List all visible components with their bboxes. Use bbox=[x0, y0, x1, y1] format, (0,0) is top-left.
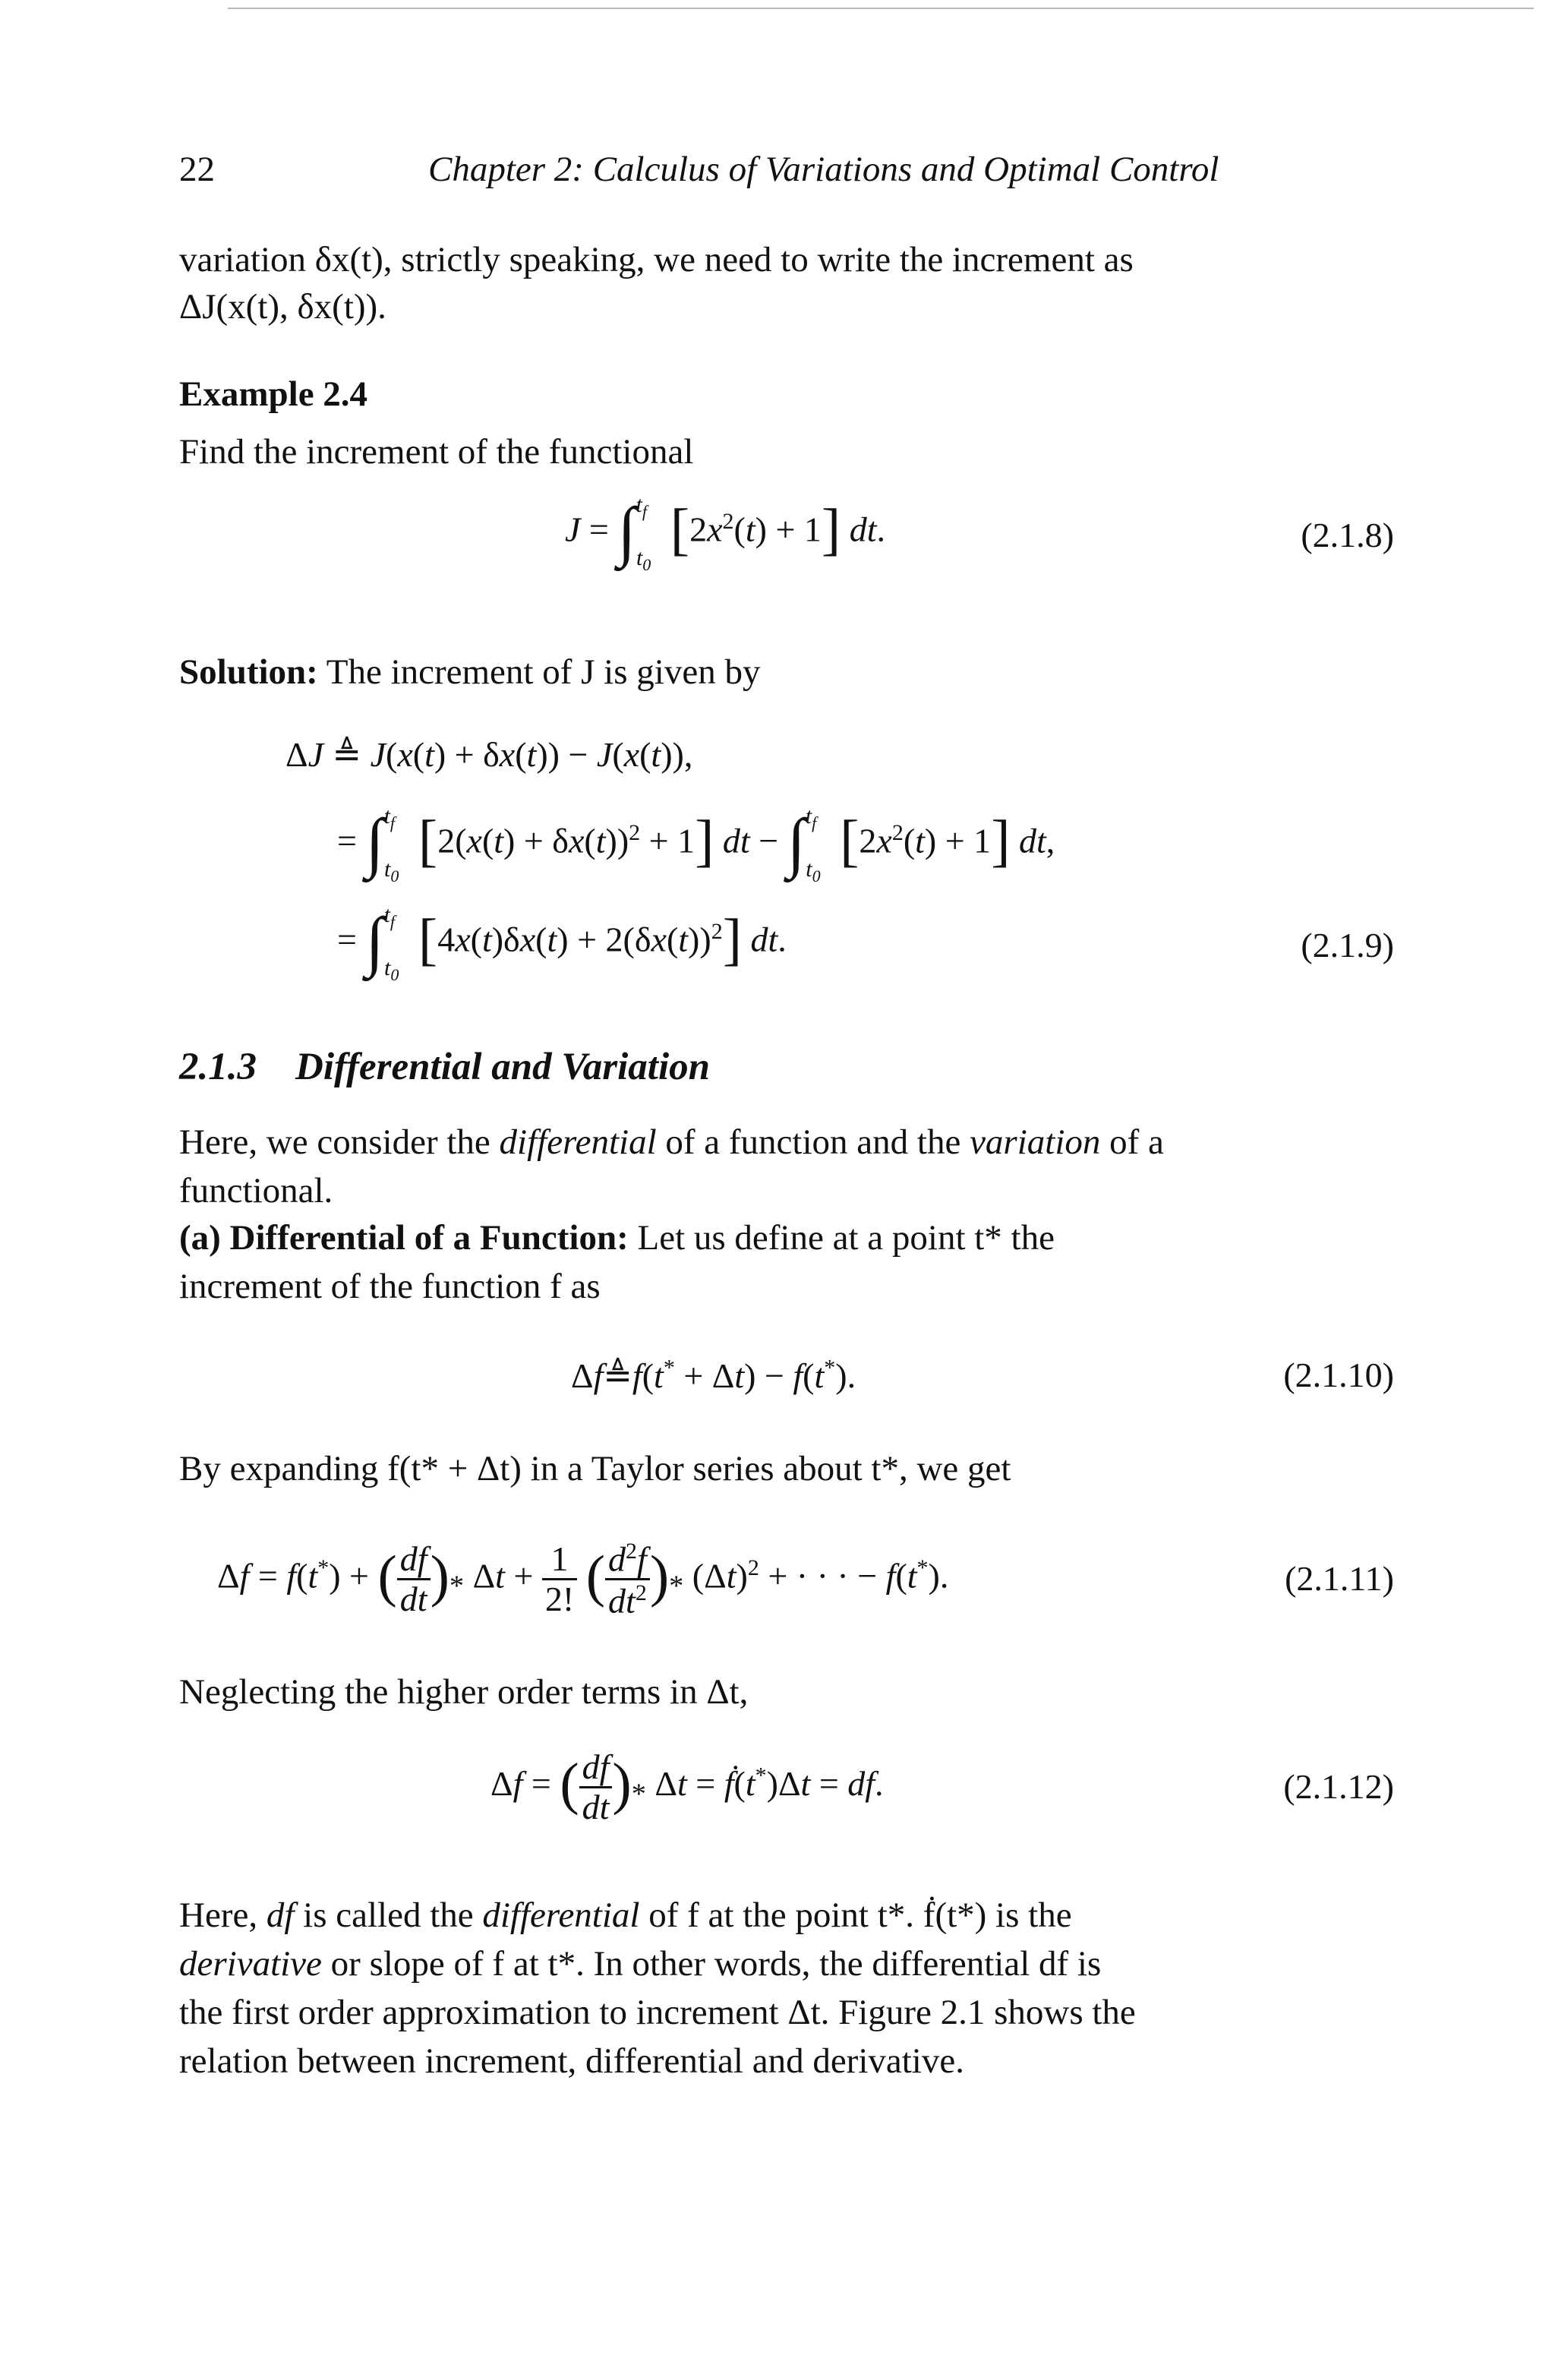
emphasis-differential: differential bbox=[482, 1895, 640, 1935]
text-fragment: of a bbox=[1100, 1122, 1164, 1162]
paragraph-differential-line4: relation between increment, differential and derivative. bbox=[179, 2041, 964, 2081]
emphasis-differential: differential bbox=[499, 1122, 657, 1162]
equation-body: Δf = ( $\frac{df}{dt}$ )$_*$ Δt = ḟ(t*)Δt = df. bbox=[490, 1747, 884, 1826]
text-fragment: of a function and the bbox=[656, 1122, 970, 1162]
text-fragment: of f at the point t*. ḟ(t*) is the bbox=[639, 1895, 1072, 1935]
equation-body: Δf = f(t*) + ( $\frac{df}{dt}$ )$_*$ Δt + $\frac{1}{2!}$ ( $\frac{d^2f}{dt^2}$ )$_*$ $(\Delta t)^2$ + · · · − f(t*). bbox=[217, 1539, 949, 1621]
paragraph-intro-line2: functional. bbox=[179, 1171, 333, 1211]
page-header bbox=[179, 149, 1394, 202]
equation-row-1: ΔJ ≜ J(x(t) + δx(t)) − J(x(t)), bbox=[285, 735, 693, 774]
page-number: 22 bbox=[179, 150, 215, 189]
equation-number: (2.1.11) bbox=[1285, 1559, 1394, 1598]
top-rule bbox=[228, 8, 1534, 9]
paragraph-variation-line2: ΔJ(x(t), δx(t)). bbox=[179, 287, 386, 327]
text-fragment: Here, bbox=[179, 1895, 267, 1935]
subsection-text: Let us define at a point t* the bbox=[637, 1218, 1055, 1258]
equation-2-1-11 bbox=[179, 1525, 1394, 1646]
emphasis-df: df bbox=[266, 1895, 295, 1935]
subsection-line1 bbox=[179, 1214, 1394, 1262]
emphasis-derivative: derivative bbox=[179, 1944, 322, 1984]
taylor-sentence: By expanding f(t* + Δt) in a Taylor series about t*, we get bbox=[179, 1449, 1011, 1488]
equation-2-1-8 bbox=[179, 492, 1394, 575]
text-fragment: or slope of f at t*. In other words, the differential df is bbox=[321, 1944, 1102, 1984]
solution-label: Solution: bbox=[179, 652, 318, 692]
paragraph-intro-line1 bbox=[179, 1118, 1394, 1166]
equation-2-1-9 bbox=[179, 721, 1394, 1018]
equation-2-1-12 bbox=[179, 1739, 1394, 1845]
example-title: Example 2.4 bbox=[179, 374, 368, 414]
equation-body: Δf≜f(t* + Δt) − f(t*). bbox=[571, 1355, 856, 1395]
section-number: 2.1.3 bbox=[179, 1046, 257, 1088]
subsection-line2: increment of the function f as bbox=[179, 1267, 601, 1306]
equation-2-1-10 bbox=[179, 1353, 1394, 1406]
text-fragment: Here, we consider the bbox=[179, 1122, 500, 1162]
paragraph-differential-line3: the first order approximation to increment Δt. Figure 2.1 shows the bbox=[179, 1993, 1136, 2032]
equation-number: (2.1.8) bbox=[1301, 516, 1394, 554]
section-title: Differential and Variation bbox=[295, 1046, 710, 1088]
emphasis-variation: variation bbox=[970, 1122, 1101, 1162]
equation-number: (2.1.12) bbox=[1283, 1767, 1394, 1806]
neglect-sentence: Neglecting the higher order terms in Δt, bbox=[179, 1672, 749, 1712]
equation-number: (2.1.9) bbox=[1301, 926, 1394, 964]
paragraph-differential-line1 bbox=[179, 1891, 1394, 1940]
equation-row-2: = ∫$^{t_f}_{t_0}$ $[2(x(t) + \delta x(t))^2 + 1]$ dt − ∫$^{t_f}_{t_0}$ $[2x^2(t) + 1]$ dt, bbox=[337, 803, 1055, 886]
text-fragment: is called the bbox=[294, 1895, 483, 1935]
running-title: Chapter 2: Calculus of Variations and Optimal Control bbox=[428, 150, 1219, 189]
solution-line bbox=[179, 648, 1394, 696]
subsection-label: (a) Differential of a Function: bbox=[179, 1218, 629, 1258]
equation-row-3: = ∫$^{t_f}_{t_0}$ $[4x(t)\delta x(t) + 2(\delta x(t))^2]$ dt. bbox=[337, 902, 787, 985]
equation-number: (2.1.10) bbox=[1283, 1356, 1394, 1394]
section-heading bbox=[179, 1045, 710, 1089]
paragraph-variation-line1: variation δx(t), strictly speaking, we need to write the increment as bbox=[179, 240, 1134, 279]
paragraph-differential-line2 bbox=[179, 1940, 1394, 1988]
example-prompt: Find the increment of the functional bbox=[179, 432, 694, 472]
solution-text: The increment of J is given by bbox=[326, 652, 761, 692]
equation-body: J = ∫$^{t_f}_{t_0}$ $[2x^2(t) + 1]$ dt. bbox=[565, 492, 885, 575]
